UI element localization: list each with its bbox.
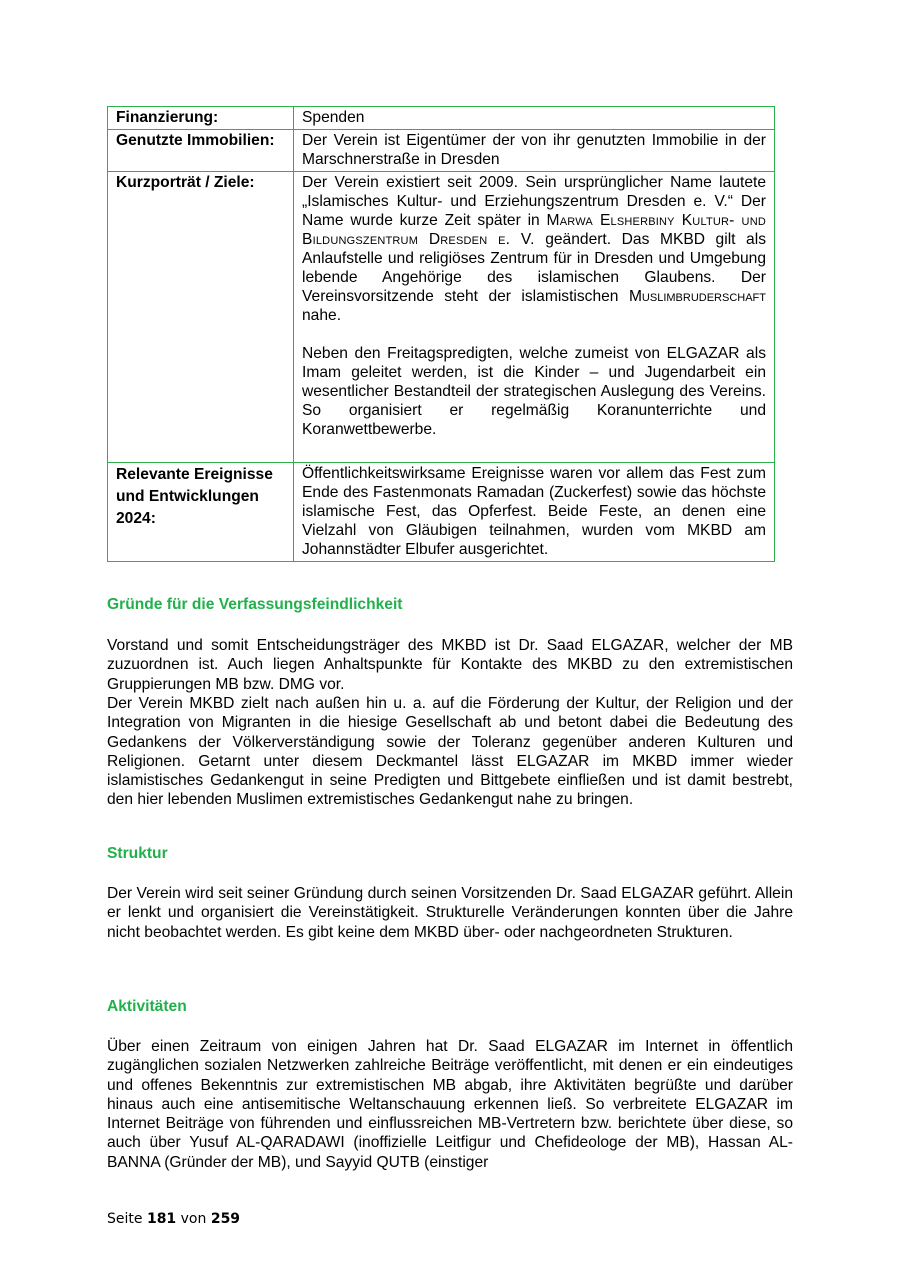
footer-separator: von (180, 1211, 207, 1227)
table-row (108, 463, 775, 562)
row-value: Spenden (294, 107, 775, 130)
footer-page-number: 181 (146, 1211, 177, 1227)
info-table (107, 106, 775, 562)
footer-page-total: 259 (210, 1211, 241, 1227)
section-heading: Gründe für die Verfassungsfeindlichkeit (107, 596, 403, 613)
table-row (108, 172, 775, 463)
paragraph: Der Verein wird seit seiner Gründung durch seinen Vorsitzenden Dr. Saad ELGAZAR geführt. Allein er lenkt und organisiert die Vereinstätigkeit. Strukturelle Veränderungen konnten über die Jahre nicht beobachtet werden. Es gibt keine dem MKBD über- oder nachgeordneten Strukturen. (107, 885, 793, 941)
page-footer (107, 1211, 240, 1227)
row-label: Finanzierung: (108, 107, 294, 130)
row-label: Kurzporträt / Ziele: (108, 172, 294, 463)
footer-prefix: Seite (107, 1211, 143, 1227)
paragraph: Über einen Zeitraum von einigen Jahren hat Dr. Saad ELGAZAR im Internet in öffentlich zugänglichen sozialen Netzwerken zahlreiche Beiträge veröffentlicht, mit denen er ein eindeutiges und offenes Bekenntnis zur extremistischen MB abgab, ihre Aktivitäten begrüßte und darüber hinaus auch eine antisemitische Weltanschauung erkennen ließ. So verbreitete ELGAZAR im Internet Beiträge von führenden und einflussreichen MB-Vertretern bzw. berichtete über diese, so auch über Yusuf AL-QARADAWI (inoffizielle Leitfigur und Chefideologe der MB), Hassan AL-BANNA (Gründer der MB), und Sayyid QUTB (einstiger (107, 1038, 793, 1171)
table-row (108, 130, 775, 172)
section-heading: Aktivitäten (107, 998, 187, 1015)
row-label: Relevante Ereignisse und Entwicklungen 2024: (108, 463, 294, 562)
row-value: Öffentlichkeitswirksame Ereignisse waren vor allem das Fest zum Ende des Fastenmonats Ramadan (Zuckerfest) sowie das höchste islamische Fest, das Opferfest. Beide Feste, an denen eine Vielzahl von Gläubigen teilnahmen, wurden vom MKBD am Johannstädter Elbufer ausgerichtet. (294, 463, 775, 562)
row-value: Der Verein ist Eigentümer der von ihr genutzten Immobilie in der Marschnerstraße in Dresden (294, 130, 775, 172)
value-paragraph: Der Verein existiert seit 2009. Sein ursprünglicher Name lautete „Islamisches Kultur- und Erziehungszentrum Dresden e. V.“ Der Name wurde kurze Zeit später in Marwa Elsherbiny Kultur- und Bildungszentrum Dresden e. V. geändert. Das MKBD gilt als Anlaufstelle und religiöses Zentrum für in Dresden und Umgebung lebende Angehörige des islamischen Glaubens. Der Vereinsvorsitzende steht der islamistischen Muslimbruderschaft nahe. (302, 174, 766, 324)
paragraph: Vorstand und somit Entscheidungsträger des MKBD ist Dr. Saad ELGAZAR, welcher der MB zuzuordnen ist. Auch liegen Anhaltspunkte für Kontakte des MKBD zu den extremistischen Gruppierungen MB bzw. DMG vor. (107, 637, 793, 693)
row-value (294, 172, 775, 463)
section-heading: Struktur (107, 845, 168, 862)
table-row (108, 107, 775, 130)
paragraph: Der Verein MKBD zielt nach außen hin u. a. auf die Förderung der Kultur, der Religion und der Integration von Migranten in die hiesige Gesellschaft ab und betont dabei die Bedeutung des Gedankens der Völkerverständigung sowie der Toleranz gegenüber anderen Kulturen und Religionen. Getarnt unter diesem Deckmantel lässt ELGAZAR im MKBD immer wieder islamistisches Gedankengut in seine Predigten und Bittgebete einfließen und ist damit bestrebt, den hier lebenden Muslimen extremistisches Gedankengut nahe zu bringen. (107, 695, 793, 809)
row-label: Genutzte Immobilien: (108, 130, 294, 172)
value-paragraph: Neben den Freitagspredigten, welche zumeist von ELGAZAR als Imam geleitet werden, ist die Kinder – und Jugendarbeit ein wesentlicher Bestandteil der strategischen Auslegung des Vereins. So organisiert er regelmäßig Koranunterrichte und Koranwettbewerbe. (302, 345, 766, 438)
